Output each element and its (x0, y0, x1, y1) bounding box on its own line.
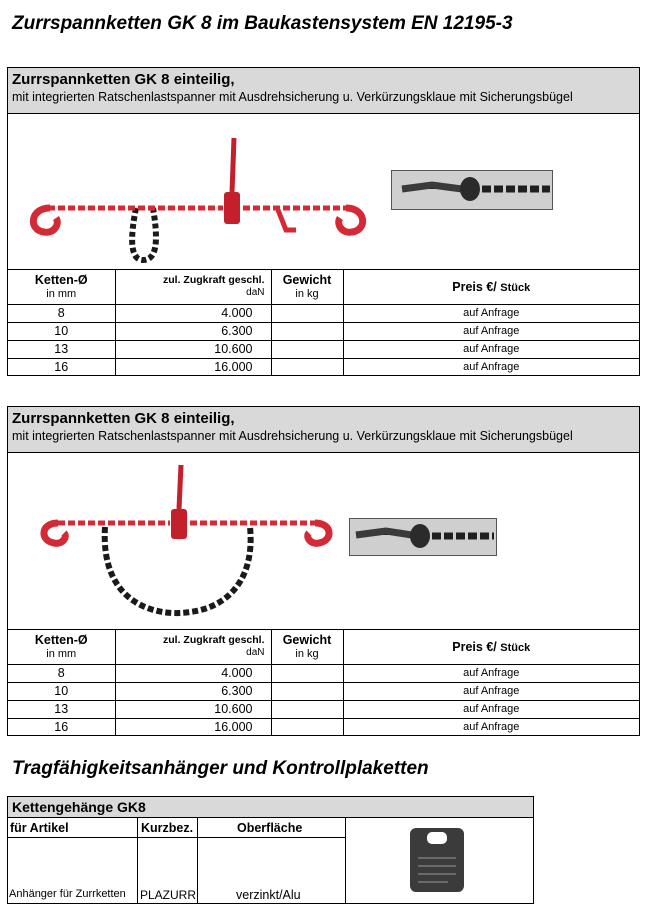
spec-table (8, 270, 639, 376)
table-row: 8 4.000 auf Anfrage (8, 664, 639, 682)
col-header-price: Preis €/ Stück (343, 630, 639, 664)
table-row: 10 6.300 auf Anfrage (8, 322, 639, 340)
table-row: 13 10.600 auf Anfrage (8, 700, 639, 718)
tag-table-title: Kettengehänge GK8 (8, 797, 533, 818)
col-header-surface: Oberfläche (237, 821, 303, 835)
col-header-diameter: Ketten-Ø in mm (8, 270, 115, 304)
table-row: 10 6.300 auf Anfrage (8, 682, 639, 700)
table-row: 16 16.000 auf Anfrage (8, 358, 639, 376)
tag-row-article: Anhänger für Zurrketten (9, 888, 126, 900)
page-title: Zurrspannketten GK 8 im Baukastensystem EN 12195-3 (12, 13, 513, 34)
claw-detail-image (350, 519, 496, 555)
col-header-short: Kurzbez. (141, 821, 194, 835)
detail-inset-image (391, 170, 553, 210)
product-header (8, 407, 639, 453)
section-title: Tragfähigkeitsanhänger und Kontrollplaketten (12, 758, 429, 779)
product-header (8, 68, 639, 114)
table-row: 13 10.600 auf Anfrage (8, 340, 639, 358)
claw-detail-image (392, 171, 552, 209)
spec-table (8, 630, 639, 736)
product-image-area (8, 453, 639, 630)
col-header-diameter: Ketten-Ø in mm (8, 630, 115, 664)
tag-row-short: PLAZURR (140, 888, 197, 902)
col-header-force: zul. Zugkraft geschl. daN (115, 630, 271, 664)
product-subtitle: mit integrierten Ratschenlastspanner mit Ausdrehsicherung u. Verkürzungsklaue mit Sicherungsbügel (12, 90, 573, 104)
product-title: Zurrspannketten GK 8 einteilig, (12, 71, 235, 88)
product-block-1 (7, 67, 640, 376)
tag-row-surface: verzinkt/Alu (236, 888, 301, 902)
chain-image (30, 457, 350, 627)
product-image-area (8, 114, 639, 270)
col-header-article: für Artikel (10, 821, 69, 835)
table-row: 16 16.000 auf Anfrage (8, 718, 639, 736)
product-title: Zurrspannketten GK 8 einteilig, (12, 410, 235, 427)
col-header-weight: Gewicht in kg (271, 630, 343, 664)
table-row: 8 4.000 auf Anfrage (8, 304, 639, 322)
product-subtitle: mit integrierten Ratschenlastspanner mit Ausdrehsicherung u. Verkürzungsklaue mit Sicherungsbügel (12, 429, 573, 443)
col-header-weight: Gewicht in kg (271, 270, 343, 304)
detail-inset-image (349, 518, 497, 556)
product-block-2 (7, 406, 640, 736)
chain-image (18, 118, 378, 268)
col-header-force: zul. Zugkraft geschl. daN (115, 270, 271, 304)
tag-plate-image (408, 824, 466, 894)
col-header-price: Preis €/ Stück (343, 270, 639, 304)
